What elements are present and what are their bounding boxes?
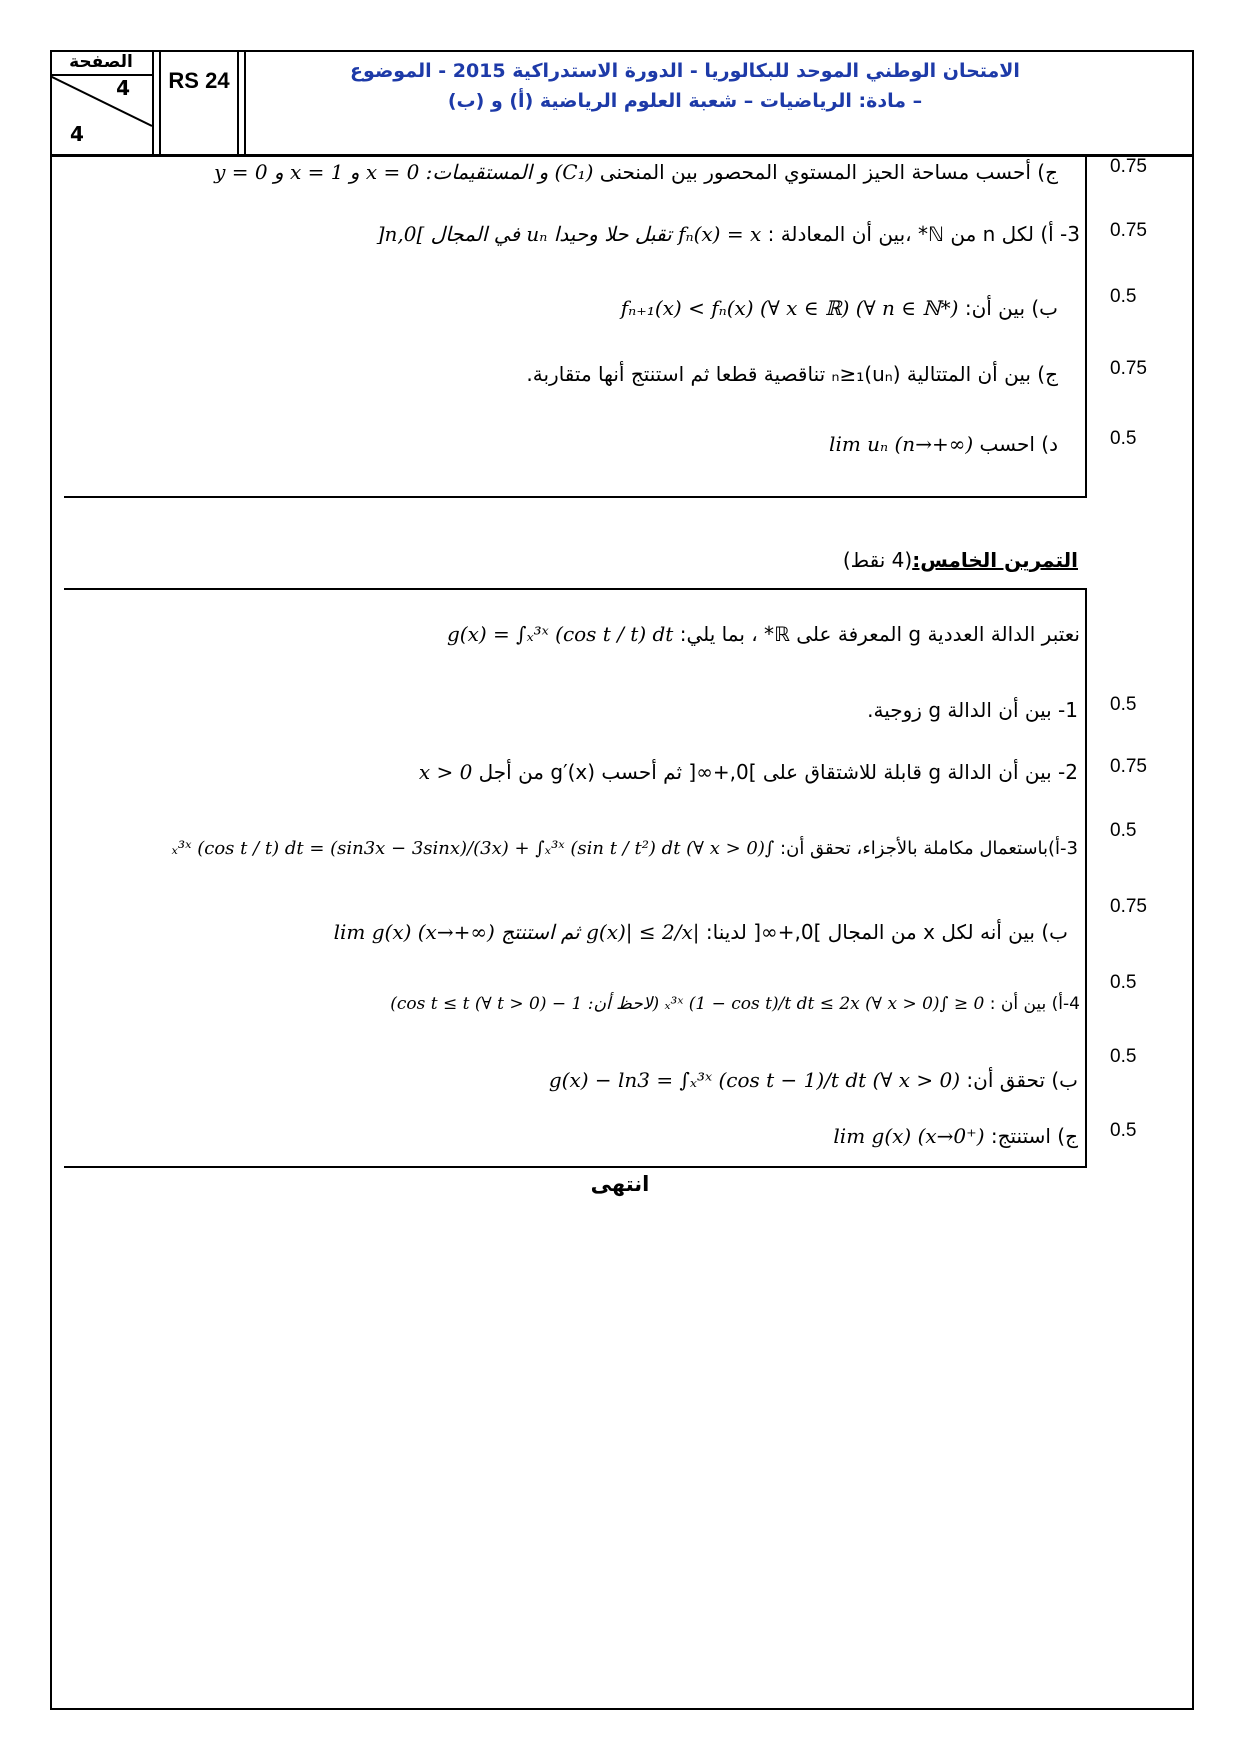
end-marker: انتهى [590,1172,650,1196]
score-5-3b: 0.75 [1110,896,1147,917]
question-5-2 [419,760,1078,784]
part2-bottom-rule [64,1166,1087,1168]
question-5-4b-text: ب) تحقق أن: [966,1068,1078,1092]
score-3a: 0.75 [1110,220,1147,241]
question-5-3b-math: |g(x)| ≤ 2/x ثم استنتج lim g(x) (x→+∞) [333,920,700,944]
exercise-5-intro-text: نعتبر الدالة العددية g المعرفة على ℝ* ، بما يلي: [679,622,1080,646]
question-5-4a-text: 4-أ) بين أن : [989,994,1080,1014]
question-5-2-math: x > 0 [418,760,473,784]
exercise-5-intro-math: g(x) = ∫ₓ³ˣ (cos t / t) dt [446,622,674,646]
part2-top-rule [64,588,1087,590]
question-5-4b-math: g(x) − ln3 = ∫ₓ³ˣ (cos t − 1)/t dt (∀ x > 0) [548,1068,961,1092]
question-3a-text: 3- أ) لكل n من ℕ* ،بين أن المعادلة : [767,222,1080,246]
score-5-4b: 0.5 [1110,1046,1137,1067]
exercise-5-points: (4 نقط) [842,548,913,572]
score-3d: 0.5 [1110,428,1137,449]
exam-header [50,50,1194,157]
page-number: 4 [116,76,130,100]
question-5-3a-math: ∫ₓ³ˣ (cos t / t) dt = (sin3x − 3sinx)/(3x) + ∫ₓ³ˣ (sin t / t²) dt (∀ x > 0) [171,838,775,859]
question-2c-math: (C₁) و المستقيمات: x = 0 و x = 1 و y = 0 [214,160,594,184]
question-2c-text: ج) أحسب مساحة الحيز المستوي المحصور بين المنحنى [599,160,1058,184]
question-3d-math: lim uₙ (n→+∞) [829,432,974,456]
question-3c [526,362,1058,386]
score-2c: 0.75 [1110,156,1147,177]
question-5-3a [172,838,1079,859]
question-5-4b [549,1068,1078,1092]
question-3d-text: د) احسب [979,432,1058,456]
page-number-box [50,50,154,154]
exam-title-line1: الامتحان الوطني الموحد للبكالوريا - الدورة الاستدراكية 2015 - الموضوع [350,60,1020,82]
question-5-1-text: 1- بين أن الدالة g زوجية. [867,698,1078,722]
score-column-divider-1 [1085,157,1087,497]
question-5-4a-math: 0 ≤ ∫ₓ³ˣ (1 − cos t)/t dt ≤ 2x (∀ x > 0) (لاحظ أن: 1 − cos t ≤ t (∀ t > 0)) [390,994,985,1014]
exam-code: RS 24 [159,50,239,154]
exam-title [244,50,1194,154]
exercise-5-intro [447,622,1080,646]
score-5-4a: 0.5 [1110,972,1137,993]
question-5-4c-text: ج) استنتج: [990,1124,1078,1148]
question-3a-math: fₙ(x) = x تقبل حلا وحيدا uₙ في المجال ]0,n[ [376,222,762,246]
question-3d [829,432,1058,456]
question-3c-text: ج) بين أن المتتالية (uₙ)ₙ≥₁ تناقصية قطعا ثم استنتج أنها متقاربة. [526,362,1058,386]
question-3b-math: fₙ₊₁(x) < fₙ(x) (∀ x ∈ ℝ) (∀ n ∈ ℕ*) [620,296,959,320]
page-box-diagonal [50,76,152,152]
question-5-2-text: 2- بين أن الدالة g قابلة للاشتقاق على ]0,+∞[ ثم أحسب g′(x) من أجل [478,760,1078,784]
question-5-1 [867,698,1078,722]
question-3b-text: ب) بين أن: [964,296,1058,320]
question-5-4a [390,994,1080,1014]
question-5-4c [833,1124,1078,1148]
page-total: 4 [70,122,84,146]
score-column-divider-2 [1085,588,1087,1168]
page-label: الصفحة [50,54,152,76]
exercise-5-heading: التمرين الخامس: [912,548,1078,572]
exam-title-line2: – مادة: الرياضيات – شعبة العلوم الرياضية (أ) و (ب) [447,90,923,112]
score-3b: 0.5 [1110,286,1137,307]
score-5-1: 0.5 [1110,694,1137,715]
question-3a [377,222,1080,246]
question-5-4c-math: lim g(x) (x→0⁺) [833,1124,985,1148]
question-5-3a-text: 3-أ)باستعمال مكاملة بالأجزاء، تحقق أن: [780,838,1078,859]
exercise-5-title [843,548,1078,572]
score-3c: 0.75 [1110,358,1147,379]
score-5-2: 0.75 [1110,756,1147,777]
question-3b [621,296,1058,320]
score-5-4c: 0.5 [1110,1120,1137,1141]
part1-bottom-rule [64,496,1087,498]
question-5-3b-text: ب) بين أنه لكل x من المجال ]0,+∞[ لدينا: [705,920,1068,944]
score-5-3a: 0.5 [1110,820,1137,841]
question-2c [214,160,1058,184]
question-5-3b [334,920,1068,944]
